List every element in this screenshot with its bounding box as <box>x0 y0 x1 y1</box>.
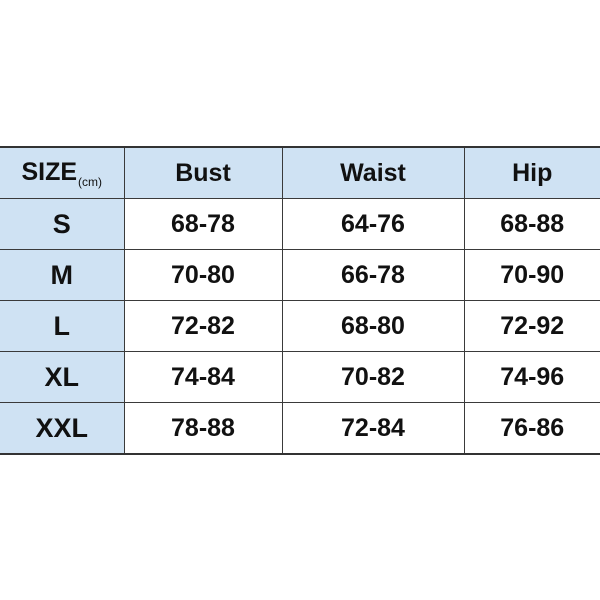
bust-cell: 74-84 <box>124 352 282 403</box>
size-cell: M <box>0 250 124 301</box>
bust-cell: 68-78 <box>124 199 282 250</box>
size-label: SIZE <box>21 157 78 186</box>
size-cell: S <box>0 199 124 250</box>
size-cell: XL <box>0 352 124 403</box>
size-cell: L <box>0 301 124 352</box>
hip-cell: 76-86 <box>464 403 600 455</box>
waist-cell: 70-82 <box>282 352 464 403</box>
hip-cell: 74-96 <box>464 352 600 403</box>
header-waist: Waist <box>282 147 464 199</box>
hip-cell: 68-88 <box>464 199 600 250</box>
header-row <box>0 147 600 199</box>
size-unit: (cm) <box>78 174 103 189</box>
table-row <box>0 301 600 352</box>
waist-cell: 64-76 <box>282 199 464 250</box>
table-row <box>0 199 600 250</box>
header-size <box>0 147 124 199</box>
waist-cell: 68-80 <box>282 301 464 352</box>
bust-cell: 78-88 <box>124 403 282 455</box>
hip-cell: 70-90 <box>464 250 600 301</box>
header-hip: Hip <box>464 147 600 199</box>
bust-cell: 70-80 <box>124 250 282 301</box>
hip-cell: 72-92 <box>464 301 600 352</box>
table-row <box>0 403 600 455</box>
size-cell: XXL <box>0 403 124 455</box>
table-row <box>0 352 600 403</box>
table-row <box>0 250 600 301</box>
waist-cell: 72-84 <box>282 403 464 455</box>
size-chart-table <box>0 146 600 455</box>
bust-cell: 72-82 <box>124 301 282 352</box>
waist-cell: 66-78 <box>282 250 464 301</box>
header-bust: Bust <box>124 147 282 199</box>
